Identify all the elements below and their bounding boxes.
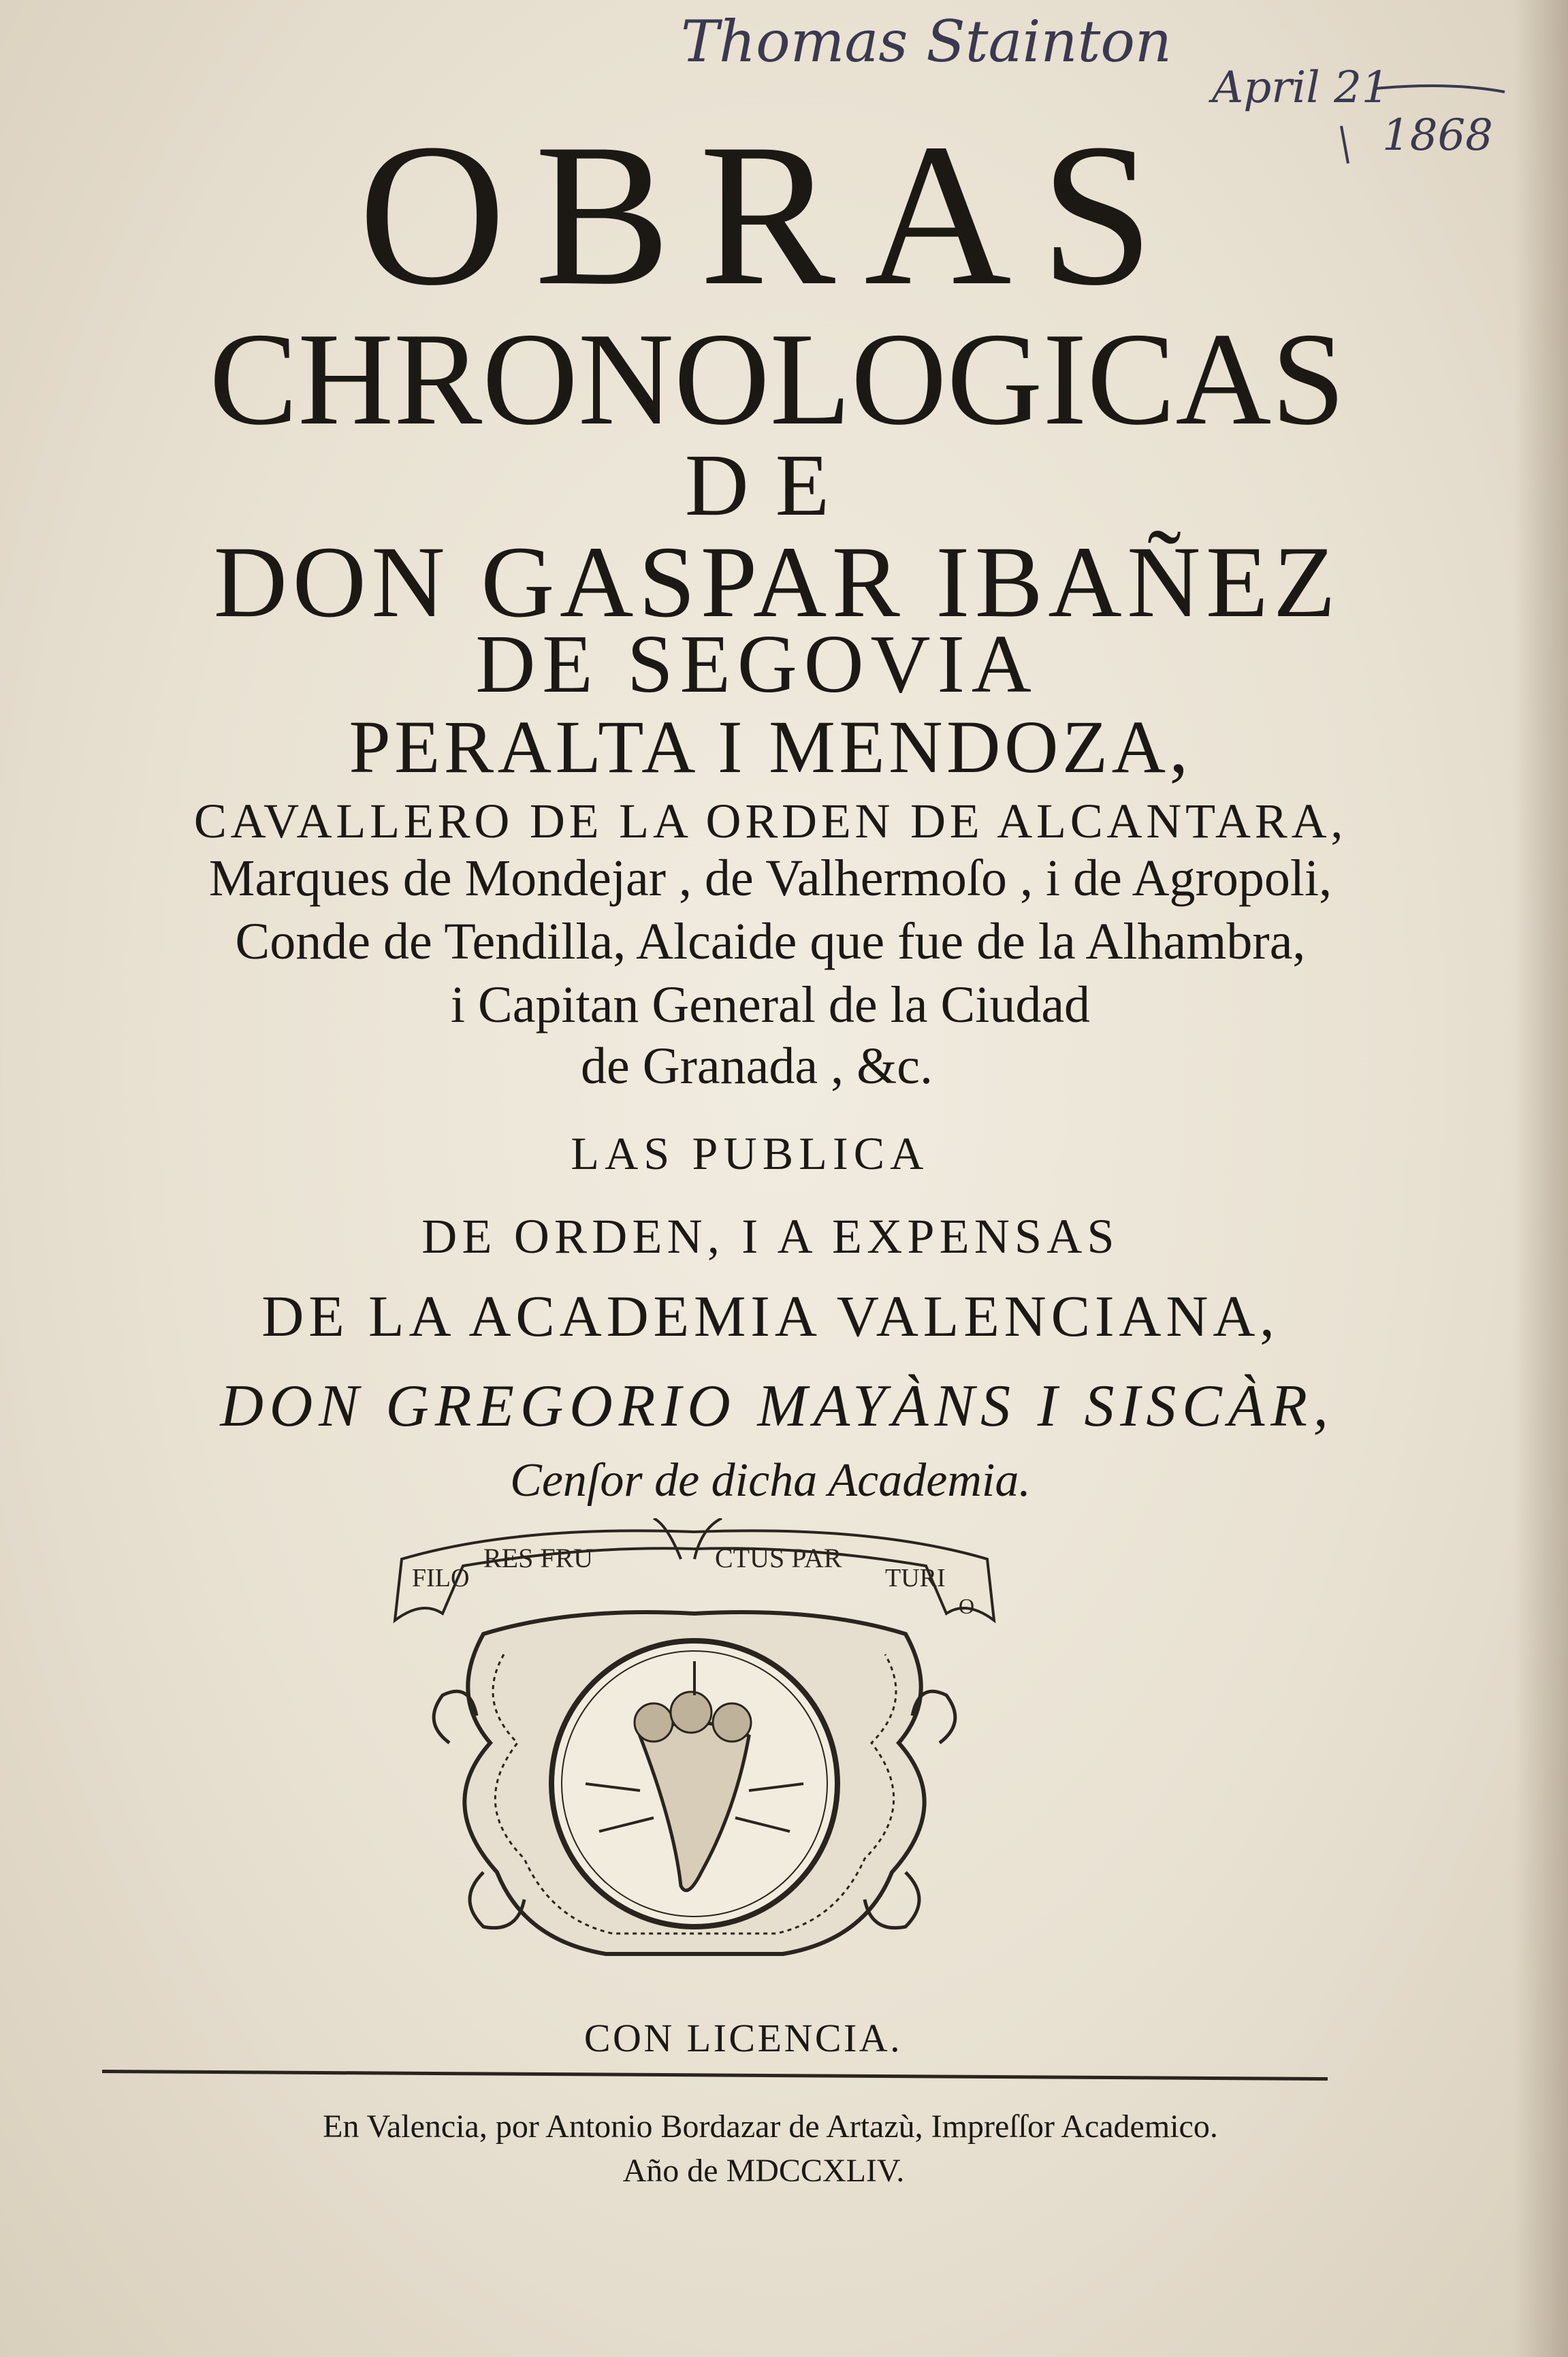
handwritten-year: 1868	[1382, 110, 1493, 161]
publisher-de-orden: DE ORDEN, I A EXPENSAS	[421, 1209, 1119, 1264]
author-title-marques: Marques de Mondejar , de Valhermoſo , i de Agropoli,	[208, 850, 1332, 907]
author-name-line3: PERALTA I MENDOZA,	[349, 705, 1192, 788]
motto-part-4: TURI	[885, 1564, 946, 1592]
motto-part-1: FILO	[412, 1564, 470, 1592]
motto-part-2: RES FRU	[483, 1543, 594, 1573]
title-obras: OBRAS	[358, 101, 1183, 327]
editor-name: DON GREGORIO MAYÀNS I SISCÀR,	[220, 1373, 1334, 1439]
author-title-conde: Conde de Tendilla, Alcaide que fue de la Alhambra,	[235, 913, 1306, 970]
publisher-las-publica: LAS PUBLICA	[571, 1127, 929, 1179]
author-name-line2: DE SEGOVIA	[475, 618, 1038, 710]
editor-title: Cenſor de dicha Academia.	[510, 1454, 1031, 1507]
author-name-line1: DON GASPAR IBAÑEZ	[213, 526, 1341, 639]
title-chronologicas: CHRONOLOGICAS	[209, 306, 1345, 453]
license-statement: CON LICENCIA.	[583, 2016, 903, 2060]
printers-device-emblem	[381, 1518, 1008, 1981]
imprint-year: Año de MDCCXLIV.	[622, 2153, 905, 2189]
title-de: DE	[684, 436, 857, 534]
motto-part-5: O	[959, 1594, 975, 1618]
motto-part-3: CTUS PAR	[715, 1543, 842, 1573]
author-title-granada: de Granada , &c.	[581, 1038, 933, 1095]
imprint-divider-rule	[102, 2070, 1328, 2081]
author-title-capitan: i Capitan General de la Ciudad	[450, 976, 1091, 1033]
author-title-cavallero: CAVALLERO DE LA ORDEN DE ALCANTARA,	[193, 794, 1347, 848]
imprint-printer: En Valencia, por Antonio Bordazar de Artazù, Impreſſor Academico.	[323, 2109, 1218, 2145]
publisher-academia: DE LA ACADEMIA VALENCIANA,	[261, 1283, 1279, 1349]
handwritten-owner-name: Thomas Stainton	[681, 8, 1172, 75]
handwritten-date: April 21	[1212, 63, 1390, 113]
